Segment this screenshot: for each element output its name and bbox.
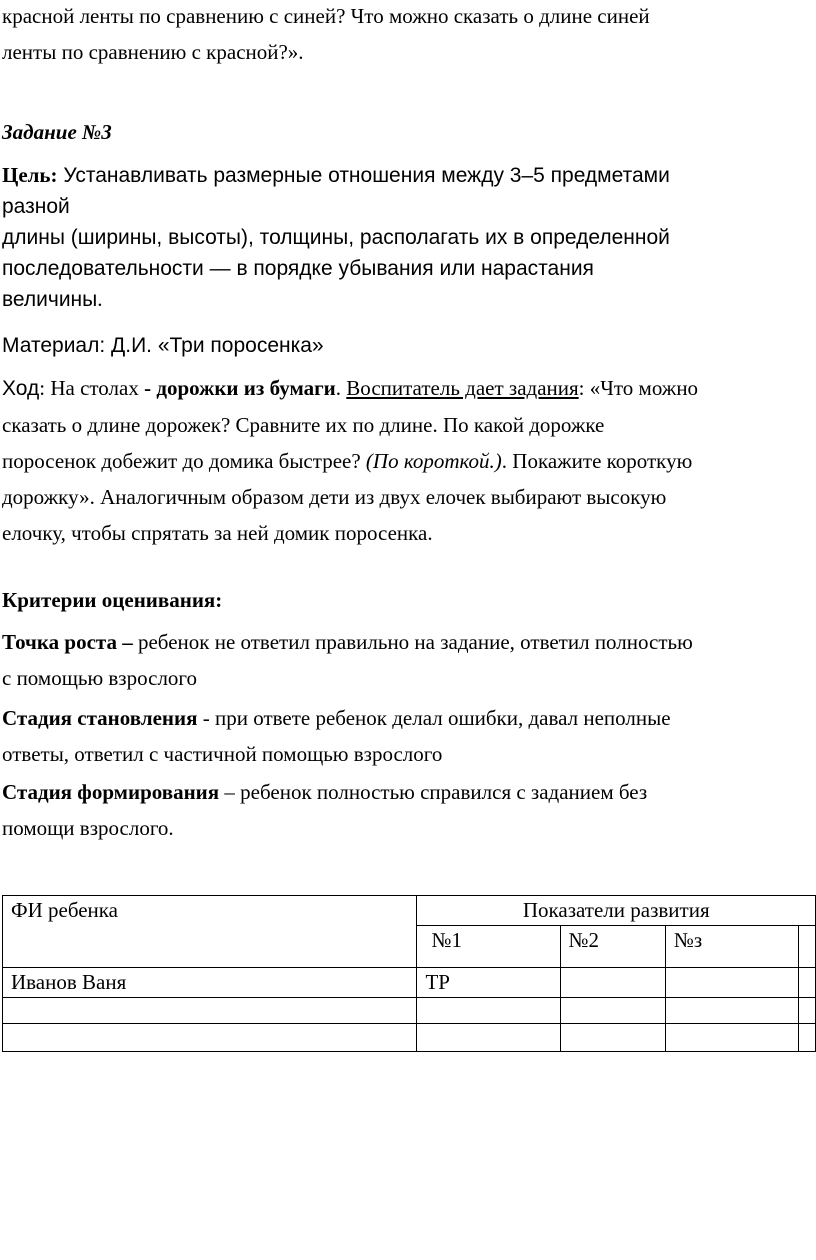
header-indicator-2: №2 [560, 926, 665, 968]
indicator-cell [560, 968, 665, 998]
criteria-item [2, 700, 816, 772]
indicator-cell [665, 1024, 798, 1052]
goal-line-5: величины [2, 288, 98, 311]
table-cell [798, 1024, 815, 1052]
material-line: Материал: Д.И. «Три поросенка» [2, 334, 324, 357]
header-indicator-1: №1 [417, 926, 560, 968]
goal-line-5-end: . [97, 287, 103, 311]
criteria-text: - при ответе ребенок делал ошибки, давал неполные [197, 706, 671, 730]
goal-line-2: разной [2, 195, 70, 218]
table-cell [798, 998, 815, 1024]
indicator-cell [665, 968, 798, 998]
goal-paragraph [2, 160, 816, 315]
procedure-answer: (По короткой.) [365, 449, 502, 473]
indicator-cell [417, 1024, 560, 1052]
indicator-cell: ТР [417, 968, 560, 998]
procedure-paragraph [2, 370, 816, 551]
procedure-text-3: . [335, 376, 347, 400]
procedure-text-8: . Покажите короткую [501, 449, 693, 473]
goal-line-3: длины (ширины, высоты), толщины, располагать их в определенной [2, 226, 670, 249]
criteria-item [2, 774, 816, 846]
procedure-text-5: : «Что можно [578, 376, 699, 400]
table-cell [798, 968, 815, 998]
task-title: Задание №3 [2, 120, 112, 144]
criteria-text: – ребенок полностью справился с заданием без [219, 780, 648, 804]
indicator-cell [560, 1024, 665, 1052]
criteria-term: Точка роста – [2, 630, 133, 654]
child-name-cell: Иванов Ваня [3, 968, 417, 998]
child-name-cell [3, 1024, 417, 1052]
header-indicator-3: №з [665, 926, 798, 968]
procedure-label: Ход [2, 377, 40, 400]
indicator-cell [560, 998, 665, 1024]
intro-line-2: ленты по сравнению с красной?». [2, 40, 304, 64]
intro-line-1: красной ленты по сравнению с синей? Что можно сказать о длине синей [2, 4, 650, 28]
criteria-term: Стадия формирования [2, 780, 220, 804]
table-header-row [3, 896, 816, 926]
procedure-text-1: : На столах [39, 376, 145, 400]
procedure-line-4: дорожку». Аналогичным образом дети из двух елочек выбирают высокую [2, 485, 667, 509]
goal-label: Цель: [2, 163, 58, 187]
intro-paragraph [2, 0, 816, 70]
procedure-text-6: поросенок добежит до домика быстрее? [2, 449, 366, 473]
criteria-text-2: с помощью взрослого [2, 666, 198, 690]
procedure-paths: - дорожки из бумаги [144, 376, 336, 400]
procedure-line-5: елочку, чтобы спрятать за ней домик поросенка. [2, 521, 433, 545]
table-row [3, 1024, 816, 1052]
procedure-line-2: сказать о длине дорожек? Сравните их по длине. По какой дорожке [2, 413, 605, 437]
criteria-text-2: ответы, ответил с частичной помощью взрослого [2, 742, 443, 766]
goal-line-1: Устанавливать размерные отношения между 3–5 предметами [57, 164, 670, 187]
header-child-name: ФИ ребенка [3, 896, 417, 968]
criteria-text: ребенок не ответил правильно на задание, ответил полностью [132, 630, 693, 654]
procedure-teacher-tasks: Воспитатель дает задания [346, 376, 579, 400]
goal-line-4: последовательности — в порядке убывания или нарастания [2, 257, 594, 280]
table-row [3, 998, 816, 1024]
indicator-cell [665, 998, 798, 1024]
table-row [3, 968, 816, 998]
assessment-table [2, 895, 816, 1052]
criteria-item [2, 624, 816, 696]
criteria-text-2: помощи взрослого. [2, 816, 174, 840]
table-cell [798, 926, 815, 968]
indicator-cell [417, 998, 560, 1024]
criteria-term: Стадия становления [2, 706, 198, 730]
criteria-heading: Критерии оценивания: [2, 588, 223, 612]
child-name-cell [3, 998, 417, 1024]
header-development-indicators: Показатели развития [417, 896, 816, 926]
